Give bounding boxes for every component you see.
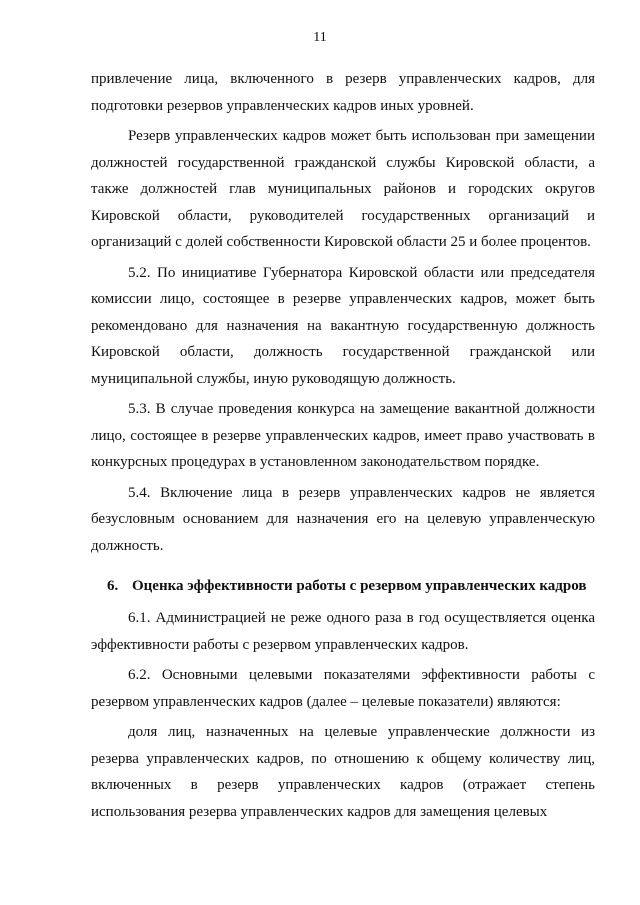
paragraph: доля лиц, назначенных на целевые управленческие должности из резерва управленческих кадров, по отношению к общему количеству лиц, включенных в резерв управленческих кадров (отражает степень использования резерва управленческих кадров для замещения целевых	[91, 724, 595, 820]
paragraph: 5.2. По инициативе Губернатора Кировской области или председателя комиссии лицо, состоящее в резерве управленческих кадров, может быть рекомендовано для назначения на вакантную государственную должность Кировской области, должность государственной гражданской или муниципальной службы, иную руководящую должность.	[91, 264, 595, 387]
section-heading	[91, 577, 595, 595]
paragraph: 6.2. Основными целевыми показателями эффективности работы с резервом управленческих кадров (далее – целевые показатели) являются:	[91, 667, 595, 710]
paragraph: 5.4. Включение лица в резерв управленческих кадров не является безусловным основанием для назначения его на целевую управленческую должность.	[91, 484, 595, 554]
page-number: 11	[313, 30, 327, 45]
document-body	[91, 66, 595, 829]
paragraph: 6.1. Администрацией не реже одного раза в год осуществляется оценка эффективности работы с резервом управленческих кадров.	[91, 610, 595, 653]
section-number: 6.	[107, 578, 119, 594]
section-title: Оценка эффективности работы с резервом управленческих кадров	[132, 578, 587, 594]
paragraph: 5.3. В случае проведения конкурса на замещение вакантной должности лицо, состоящее в резерве управленческих кадров, имеет право участвовать в конкурсных процедурах в установленном законодательством порядке.	[91, 401, 595, 470]
paragraph: привлечение лица, включенного в резерв управленческих кадров, для подготовки резервов управленческих кадров иных уровней.	[91, 71, 595, 114]
paragraph: Резерв управленческих кадров может быть использован при замещении должностей государственной гражданской службы Кировской области, а также должностей глав муниципальных районов и городских округов Кировской области, руководителей государственных организаций и организаций с долей собственности Кировской области 25 и более процентов.	[91, 128, 595, 250]
